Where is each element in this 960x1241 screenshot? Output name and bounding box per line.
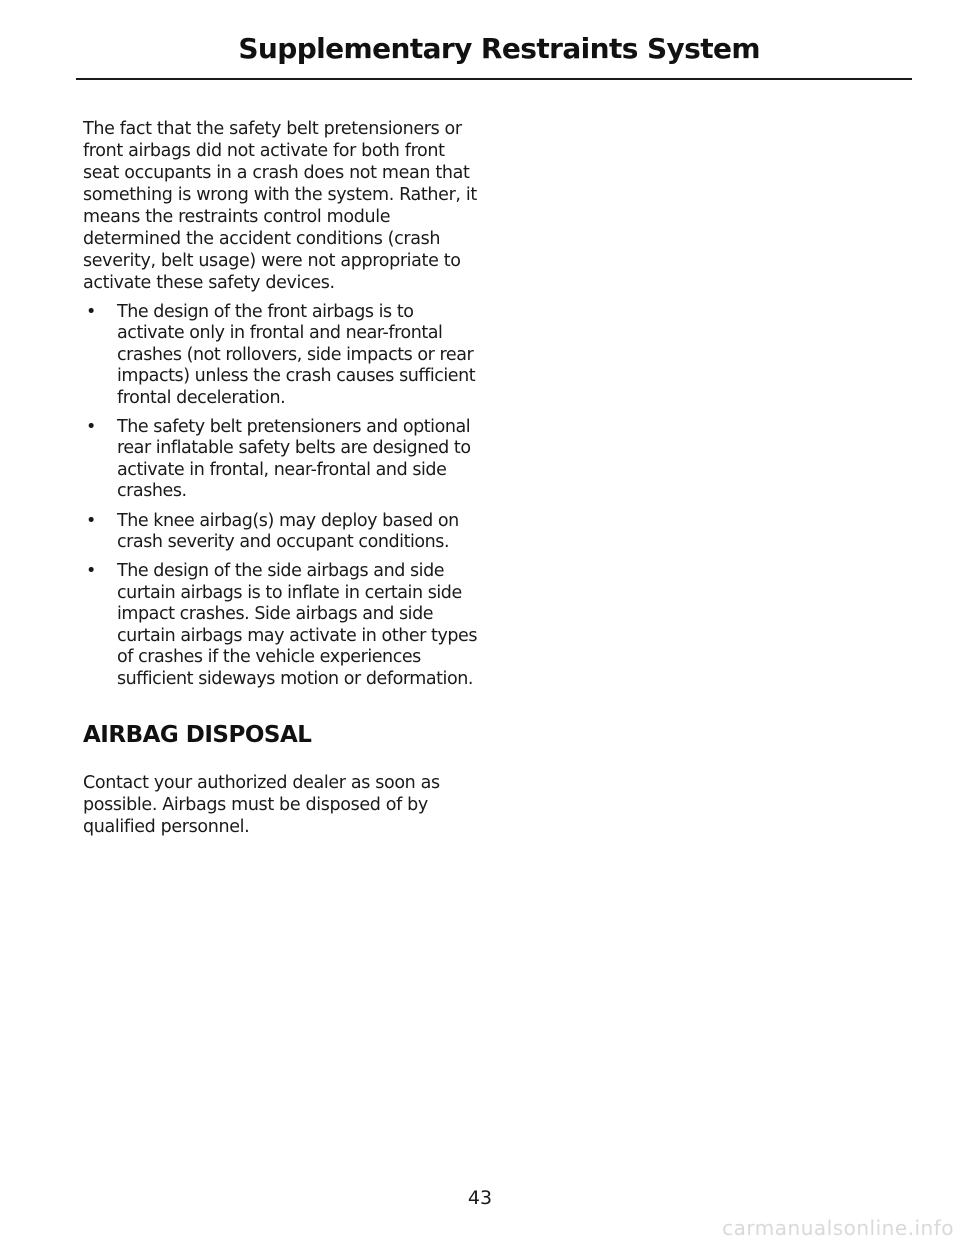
watermark[interactable]: carmanualsonline.info	[722, 1216, 954, 1240]
bullet-icon: •	[86, 561, 96, 582]
content-column	[83, 118, 483, 846]
page-header	[76, 30, 912, 80]
list-item-text: The design of the side airbags and side curtain airbags is to inflate in certain side impact crashes. Side airbags and side curtain airbags may activate in other types of crashes if the vehicle experiences sufficient sideways motion or deformation.	[117, 561, 478, 689]
section-paragraph: Contact your authorized dealer as soon as possible. Airbags must be disposed of by qualified personnel.	[83, 772, 440, 837]
list-item	[83, 417, 483, 503]
intro-paragraph: The fact that the safety belt pretensioners or front airbags did not activate for both front seat occupants in a crash does not mean that something is wrong with the system. Rather, it means the restraints control module determined the accident conditions (crash severity, belt usage) were not appropriate to activate these safety devices.	[83, 119, 477, 293]
list-item-text: The design of the front airbags is to activate only in frontal and near-frontal crashes (not rollovers, side impacts or rear impacts) unless the crash causes sufficient frontal deceleration.	[117, 302, 476, 408]
list-item-text: The knee airbag(s) may deploy based on crash severity and occupant conditions.	[117, 510, 459, 553]
bullet-icon: •	[86, 417, 96, 438]
page-number: 43	[467, 1187, 493, 1209]
list-item-text: The safety belt pretensioners and optional rear inflatable safety belts are designed to activate in frontal, near-frontal and side crashes.	[117, 417, 471, 502]
page-title: Supplementary Restraints System	[238, 32, 760, 65]
bullet-icon: •	[86, 302, 96, 322]
bullet-list	[83, 302, 483, 690]
list-item	[83, 511, 483, 554]
bullet-icon: •	[86, 510, 96, 531]
list-item	[83, 561, 483, 689]
section-heading: AIRBAG DISPOSAL	[83, 721, 312, 748]
list-item	[83, 302, 483, 409]
